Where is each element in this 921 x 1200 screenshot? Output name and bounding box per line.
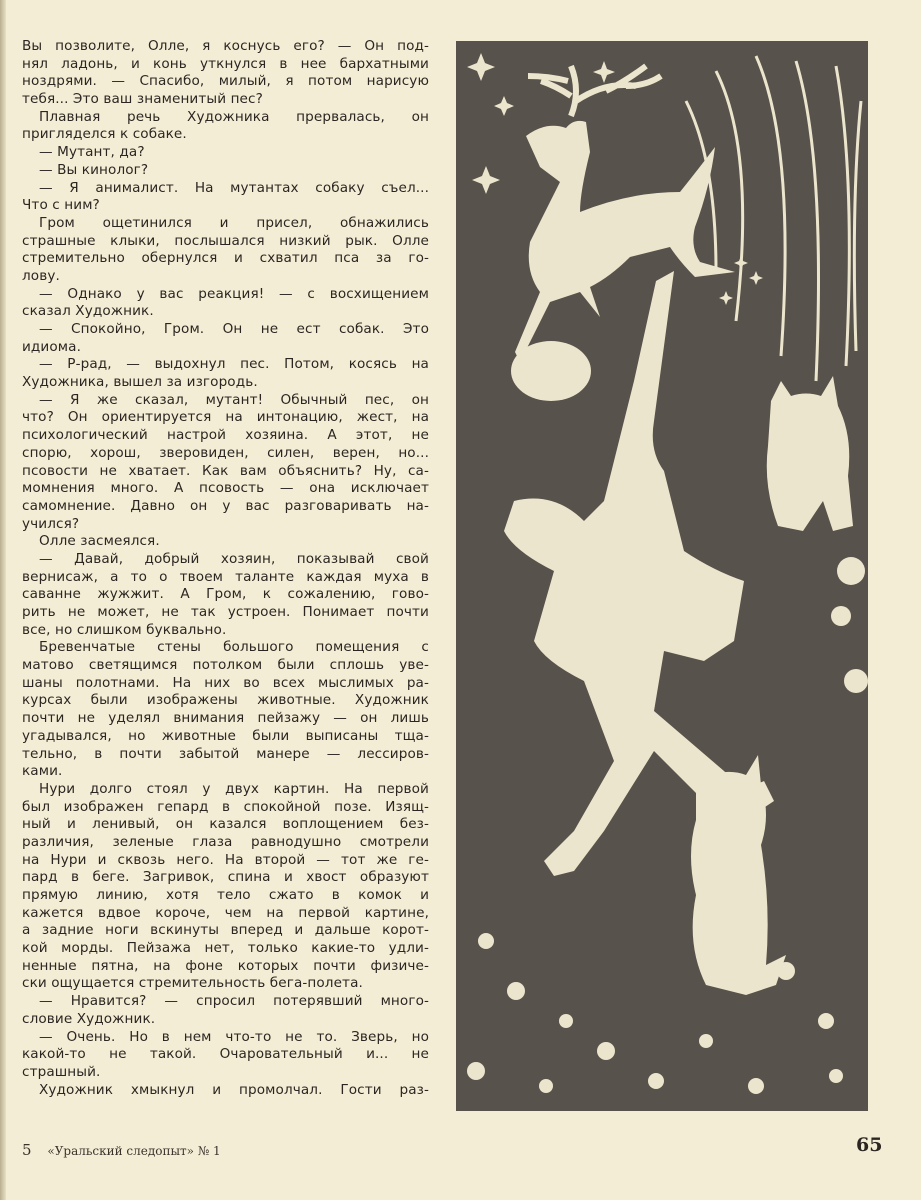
text-line: саванне жужжит. А Гром, к сожалению, гово-	[22, 586, 429, 603]
paragraph	[22, 215, 429, 286]
text-line: тебя... Это ваш знаменитый пес?	[22, 91, 263, 108]
text-line: Вы позволите, Олле, я коснусь его? — Он под-	[22, 38, 429, 54]
text-line: Бревенчатые стены большого помещения с	[39, 639, 429, 656]
text-line: — Спокойно, Гром. Он не ест собак. Это	[39, 321, 429, 337]
text-line: Что с ним?	[22, 197, 100, 214]
text-line: тельно, в почти забытой манере — лессиров-	[22, 745, 429, 762]
text-line: стремительно обернулся и схватил пса за го-	[22, 250, 429, 267]
text-line: словие Художник.	[22, 1010, 156, 1027]
paragraph	[22, 356, 429, 391]
magazine-title: «Уральский следопыт» № 1	[47, 1144, 221, 1158]
text-line: какой-то не такой. Очаровательный и... не	[22, 1046, 429, 1063]
text-line: Плавная речь Художника прервалась, он	[39, 108, 429, 125]
article-text-column	[22, 38, 429, 1099]
paragraph	[22, 180, 429, 215]
text-line: самомнение. Давно он у вас разговаривать на-	[22, 497, 429, 514]
text-line: курсах были изображены животные. Художник	[22, 692, 429, 709]
text-line: а задние ноги вскинуты вперед и дальше корот-	[22, 922, 429, 939]
text-line: Художника, вышел за изгородь.	[22, 374, 258, 391]
text-line: момнения много. А псовость — она исключает	[22, 480, 429, 497]
paragraph	[22, 1082, 429, 1100]
text-line: угадывался, но животные были выписаны тща-	[22, 727, 429, 744]
paragraph	[22, 162, 429, 180]
page-number: 65	[856, 1134, 883, 1156]
text-line: был изображен гепард в спокойной позе. Изящ-	[22, 798, 429, 815]
text-line: — Я анималист. На мутантах собаку съел...	[39, 179, 429, 196]
text-line: — Однако у вас реакция! — с восхищением	[39, 285, 429, 302]
text-line: ками.	[22, 763, 63, 780]
text-line: матово светящимся потолком были сплошь уве-	[22, 657, 429, 674]
text-line: нял ладонь, и конь уткнулся в нее бархатными	[22, 55, 429, 72]
magazine-footer	[22, 1141, 221, 1159]
text-line: — Очень. Но в нем что-то не то. Зверь, но	[39, 1028, 429, 1045]
text-line: прямую линию, хотя тело сжато в комок и	[22, 887, 429, 903]
paragraph	[22, 781, 429, 993]
paragraph	[22, 286, 429, 321]
text-line: психологический настрой хозяина. А этот, не	[22, 427, 429, 444]
paragraph	[22, 639, 429, 781]
text-line: все, но слишком буквально.	[22, 621, 227, 638]
paragraph	[22, 1029, 429, 1082]
text-line: псовости не хватает. Как вам объяснить? Ну, са-	[22, 462, 429, 479]
text-line: — Р-рад, — выдохнул пес. Потом, косясь на	[39, 356, 429, 373]
text-line: — Нравится? — спросил потерявший много-	[39, 993, 429, 1010]
text-line: Гром ощетинился и присел, обнажились	[39, 214, 429, 231]
text-line: учился?	[22, 515, 80, 532]
paragraph	[22, 533, 429, 551]
paragraph	[22, 144, 429, 162]
text-line: ски ощущается стремительность бега-полета.	[22, 975, 363, 992]
paragraph	[22, 551, 429, 639]
text-line: Олле засмеялся.	[39, 533, 160, 550]
text-line: рить не может, не так устроен. Понимает почти	[22, 604, 429, 620]
page-spine-shadow	[0, 0, 6, 1200]
text-line: спорю, хорош, зверовиден, силен, верен, но...	[22, 444, 429, 461]
text-line: страшный.	[22, 1063, 101, 1080]
signature-number: 5	[22, 1141, 32, 1159]
text-line: идиома.	[22, 338, 81, 355]
text-line: на Нури и сквозь него. На второй — тот же ге-	[22, 851, 429, 868]
text-line: Нури долго стоял у двух картин. На первой	[39, 780, 429, 797]
linocut-illustration	[456, 41, 868, 1111]
paragraph	[22, 38, 429, 109]
text-line: вернисаж, а то о твоем таланте каждая муха в	[22, 568, 429, 585]
text-line: — Вы кинолог?	[39, 161, 149, 178]
paragraph	[22, 392, 429, 534]
paragraph	[22, 321, 429, 356]
text-line: ный и ленивый, он казался воплощением без-	[22, 816, 429, 833]
text-line: Художник хмыкнул и промолчал. Гости раз-	[39, 1081, 429, 1098]
text-line: — Давай, добрый хозяин, показывай свой	[39, 550, 429, 567]
text-line: — Мутант, да?	[39, 144, 145, 161]
paragraph	[22, 993, 429, 1028]
text-line: кажется вдвое короче, чем на первой картине,	[22, 904, 429, 921]
text-line: — Я же сказал, мутант! Обычный пес, он	[39, 391, 429, 408]
text-line: ноздрями. — Спасибо, милый, я потом нарисую	[22, 73, 429, 90]
text-line: пригляделся к собаке.	[22, 126, 187, 143]
text-line: ненные пятна, на фоне которых почти физиче-	[22, 957, 429, 974]
text-line: пард в беге. Загривок, спина и хвост образуют	[22, 869, 429, 886]
text-line: различия, зеленые глаза равнодушно смотрели	[22, 833, 429, 850]
text-line: кой морды. Пейзажа нет, только какие-то удли-	[22, 940, 429, 957]
paragraph	[22, 109, 429, 144]
text-line: страшные клыки, послышался низкий рык. Олле	[22, 232, 429, 249]
text-line: шаны полотнами. На них во всех мыслимых ра-	[22, 674, 429, 691]
text-line: сказал Художник.	[22, 303, 154, 320]
text-line: почти не уделял внимания пейзажу — он лишь	[22, 710, 429, 727]
text-line: что? Он ориентируется на интонацию, жест, на	[22, 409, 429, 426]
text-line: лову.	[22, 267, 60, 284]
